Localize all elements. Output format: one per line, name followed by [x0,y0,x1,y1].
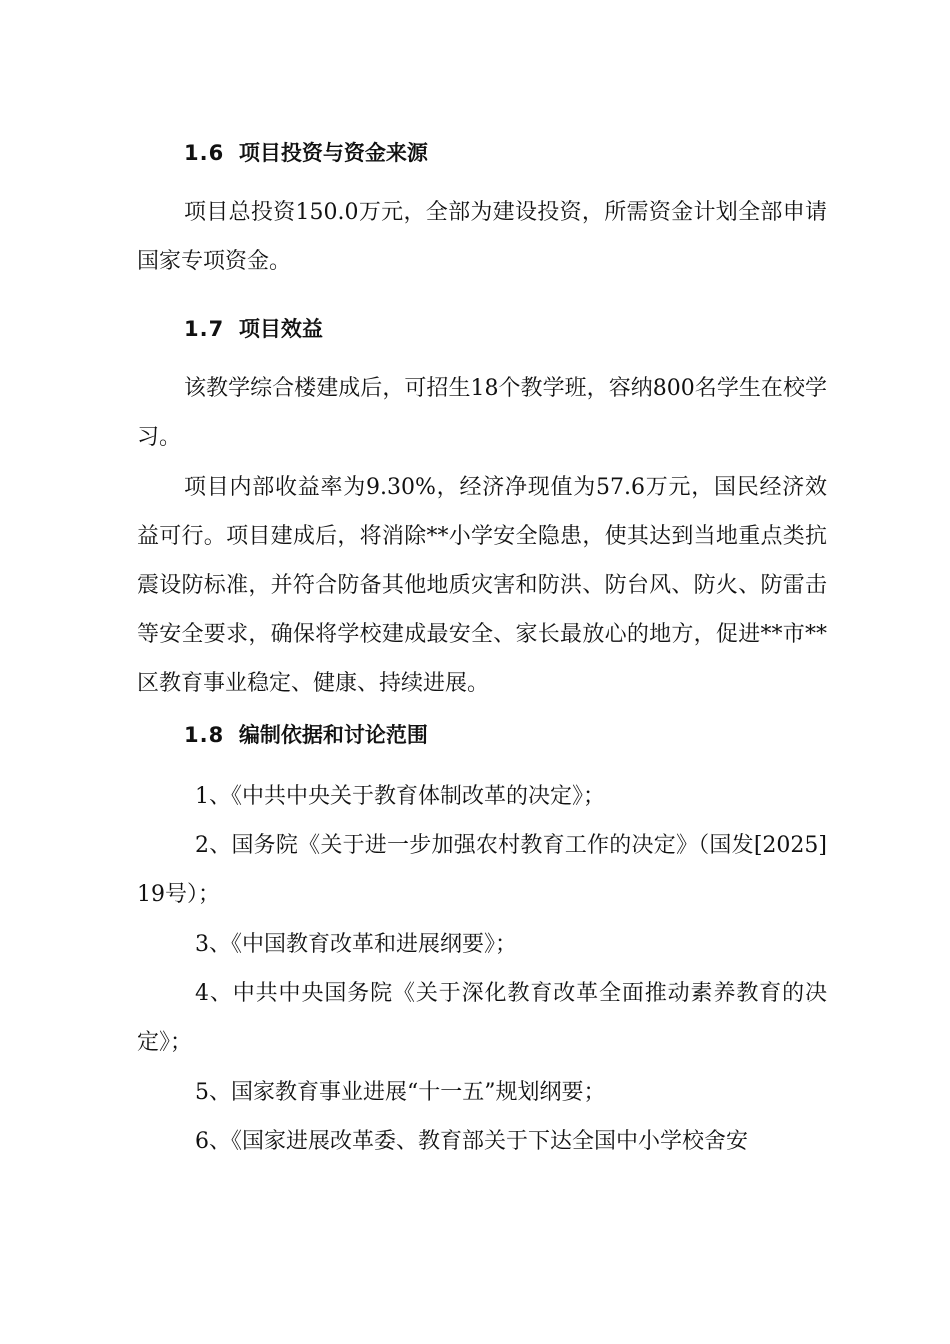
paragraph: 该教学综合楼建成后，可招生18个教学班，容纳800名学生在校学习。 [137,376,827,450]
reference-item: 5、国家教育事业进展“十一五”规划纲要； [195,1080,606,1105]
section-number: 1.6 [184,141,225,165]
reference-item: 4、中共中央国务院《关于深化教育改革全面推动素养教育的决定》； [137,981,827,1055]
reference-item: 6、《国家进展改革委、教育部关于下达全国中小学校舍安 [195,1129,748,1154]
section-title: 项目投资与资金来源 [238,141,428,165]
section-heading-1-8 [137,719,874,751]
section-title: 编制依据和讨论范围 [238,723,428,747]
section-title: 项目效益 [238,317,323,341]
reference-item: 2、国务院《关于进一步加强农村教育工作的决定》（国发[2025]19号）； [137,833,827,907]
reference-item: 3、《中国教育改革和进展纲要》； [195,932,517,957]
section-heading-1-6 [137,137,874,169]
paragraph: 项目内部收益率为9.30%，经济净现值为57.6万元，国民经济效益可行。项目建成后，将消除**小学安全隐患，使其达到当地重点类抗震设防标准，并符合防备其他地质灾害和防洪、防台风、防火、防雷击等安全要求，确保将学校建成最安全、家长最放心的地方，促进**市**区教育事业稳定、健康、持续进展。 [137,475,827,696]
reference-item: 1、《中共中央关于教育体制改革的决定》； [195,784,605,809]
section-number: 1.8 [184,723,225,747]
paragraph: 项目总投资150.0万元，全部为建设投资，所需资金计划全部申请国家专项资金。 [137,200,827,274]
section-heading-1-7 [137,313,874,345]
section-number: 1.7 [184,317,225,341]
